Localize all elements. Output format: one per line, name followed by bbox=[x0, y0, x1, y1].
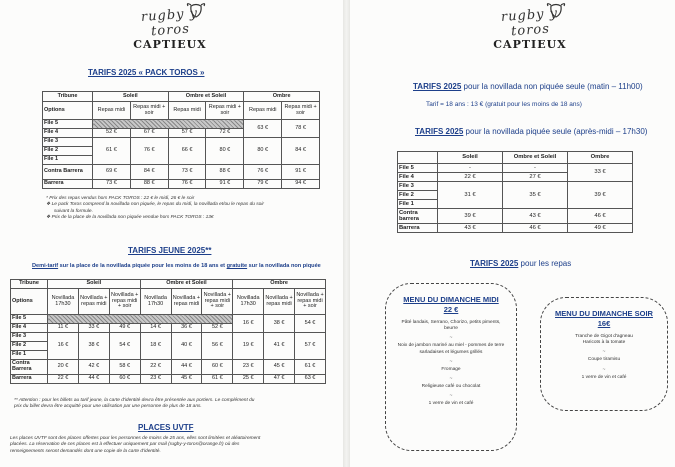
col-ombre-soleil: Ombre et Soleil bbox=[168, 92, 244, 102]
table-cell: 38 € bbox=[264, 315, 295, 333]
row-label: Contra barrera bbox=[398, 209, 438, 224]
table-cell: 58 € bbox=[109, 360, 140, 375]
row-label: File 1 bbox=[11, 351, 48, 360]
col-ombre: Ombre bbox=[244, 92, 320, 102]
menu-item: 1 verre de vin et café bbox=[581, 374, 627, 380]
row-label: File 4 bbox=[43, 129, 93, 138]
table-cell: 52 € bbox=[93, 129, 131, 138]
row-label: File 3 bbox=[11, 333, 48, 342]
table-cell: 35 € bbox=[503, 182, 568, 209]
menu-item: Religieuse café ou chocolat bbox=[421, 384, 481, 390]
sub-header: Repas midi bbox=[244, 102, 282, 120]
sub-header: Repas midi + soir bbox=[206, 102, 244, 120]
table-cell: 36 € bbox=[171, 324, 202, 333]
table-cell: 25 € bbox=[233, 375, 264, 384]
table-cell: 66 € bbox=[168, 138, 206, 165]
table-cell: 27 € bbox=[503, 173, 568, 182]
options-label: Options bbox=[43, 102, 93, 120]
novillada-piquee-table bbox=[397, 151, 633, 233]
table-cell: 14 € bbox=[140, 324, 171, 333]
table-cell: 49 € bbox=[568, 224, 633, 233]
col-soleil: Soleil bbox=[438, 152, 503, 164]
row-label: File 5 bbox=[11, 315, 48, 324]
menu-item: Pâté landais, Serrano, Chorizo, petits piments, beurre bbox=[401, 320, 501, 332]
novillada-piquee-title: TARIFS 2025 pour la novillada piquée seule (après-midi – 17h30) bbox=[415, 127, 648, 136]
row-label: File 5 bbox=[398, 164, 438, 173]
col-ombre: Ombre bbox=[233, 280, 326, 289]
table-cell: 40 € bbox=[171, 333, 202, 360]
table-cell: 72 € bbox=[206, 129, 244, 138]
col-ombre: Ombre bbox=[568, 152, 633, 164]
row-label: File 5 bbox=[43, 120, 93, 129]
right-page bbox=[350, 0, 675, 467]
note-line: prix du billet devra être acquitté pour une utilisation par une personne de plus de 18 ans. bbox=[14, 404, 202, 410]
table-cell: 43 € bbox=[438, 224, 503, 233]
table-cell: 39 € bbox=[438, 209, 503, 224]
sub-header: Novillada + repas midi bbox=[171, 289, 202, 315]
table-cell: 84 € bbox=[282, 138, 320, 165]
sub-header: Novillada + repas midi + soir bbox=[295, 289, 326, 315]
table-cell: 44 € bbox=[171, 360, 202, 375]
menu-item: 1 verre de vin et café bbox=[428, 401, 474, 407]
table-cell: 61 € bbox=[93, 138, 131, 165]
table-cell: 91 € bbox=[282, 165, 320, 180]
row-label: Contra Barrera bbox=[11, 360, 48, 375]
table-cell: 33 € bbox=[78, 324, 109, 333]
table-cell: 22 € bbox=[48, 375, 79, 384]
col-tribune: Tribune bbox=[43, 92, 93, 102]
table-cell: 60 € bbox=[109, 375, 140, 384]
menu-item: Coupe tiramisu bbox=[587, 357, 621, 363]
table-cell: 23 € bbox=[140, 375, 171, 384]
separator-icon: ~ bbox=[602, 349, 606, 356]
table-cell: 78 € bbox=[282, 120, 320, 138]
note-line: ** Attention : pour les billets au tarif jeune, la carte d'identité devra être présentée aux portiers. Le complément du bbox=[14, 398, 255, 403]
menu-item: Fromage bbox=[441, 366, 461, 372]
table-cell: 46 € bbox=[503, 224, 568, 233]
table-cell: - bbox=[438, 164, 503, 173]
pack-toros-title: TARIFS 2025 « PACK TOROS » bbox=[88, 68, 205, 77]
table-cell: 79 € bbox=[244, 180, 282, 189]
jeune-table bbox=[10, 279, 326, 384]
table-cell: 33 € bbox=[568, 164, 633, 182]
table-cell: 56 € bbox=[202, 333, 233, 360]
logo bbox=[485, 8, 575, 51]
table-cell: 76 € bbox=[244, 165, 282, 180]
table-cell: 31 € bbox=[438, 182, 503, 209]
row-label: File 3 bbox=[43, 138, 93, 147]
table-cell: 63 € bbox=[295, 375, 326, 384]
row-label: File 3 bbox=[398, 182, 438, 191]
table-cell: 73 € bbox=[93, 180, 131, 189]
menu-title: MENU DU DIMANCHE MIDI bbox=[403, 295, 499, 304]
jeune-title: TARIFS JEUNE 2025** bbox=[128, 246, 212, 255]
table-cell: 63 € bbox=[244, 120, 282, 138]
note-line: ❖ Le pack Toros comprend la novillada non piquée, le repas du midi, la novillada et/ou le repas du soir bbox=[46, 202, 264, 208]
logo-script: rugby y toros bbox=[500, 6, 559, 40]
logo-title: CAPTIEUX bbox=[133, 38, 207, 51]
table-cell: 91 € bbox=[206, 180, 244, 189]
shaded-cell bbox=[48, 315, 233, 324]
separator-icon: ~ bbox=[449, 376, 453, 383]
table-cell: 43 € bbox=[503, 209, 568, 224]
col-ombre-soleil: Ombre et Soleil bbox=[503, 152, 568, 164]
bull-head-icon bbox=[185, 2, 207, 20]
table-cell: 46 € bbox=[568, 209, 633, 224]
table-cell: 94 € bbox=[282, 180, 320, 189]
pack-notes bbox=[46, 196, 264, 222]
uvtf-title: PLACES UVTF bbox=[138, 423, 194, 432]
table-cell: 60 € bbox=[202, 360, 233, 375]
table-cell: 80 € bbox=[206, 138, 244, 165]
table-cell: 45 € bbox=[264, 360, 295, 375]
row-label: File 2 bbox=[398, 191, 438, 200]
table-cell: 19 € bbox=[233, 333, 264, 360]
table-cell: 54 € bbox=[109, 333, 140, 360]
note-line: suivant la formule. bbox=[54, 208, 93, 214]
menu-dimanche-soir bbox=[540, 297, 668, 411]
table-cell: 73 € bbox=[168, 165, 206, 180]
row-label: File 1 bbox=[398, 200, 438, 209]
page-fold bbox=[343, 0, 350, 467]
separator-icon: ~ bbox=[449, 393, 453, 400]
menu-item: Haricots à la tomate bbox=[582, 340, 626, 346]
separator-icon: ~ bbox=[449, 358, 453, 365]
shaded-cell bbox=[93, 120, 244, 129]
sub-header: Novillada 17h30 bbox=[48, 289, 79, 315]
table-cell: 38 € bbox=[78, 333, 109, 360]
table-cell: 69 € bbox=[93, 165, 131, 180]
table-cell: 76 € bbox=[168, 180, 206, 189]
table-cell: 22 € bbox=[438, 173, 503, 182]
uvtf-line: placées. La réservation de ces places est à effectuer uniquement par mail (rugby-y-toros@orange.fr) où des bbox=[10, 442, 240, 448]
sub-header: Novillada + repas midi + soir bbox=[109, 289, 140, 315]
sub-header: Repas midi bbox=[168, 102, 206, 120]
col-tribune: Tribune bbox=[11, 280, 48, 289]
table-cell: 57 € bbox=[295, 333, 326, 360]
menu-item: Noix de jambon mariné au miel - pommes de terre sarladaises et légumes grillés bbox=[397, 343, 505, 355]
sub-header: Repas midi + soir bbox=[282, 102, 320, 120]
separator-icon: ~ bbox=[449, 335, 453, 342]
table-cell: 22 € bbox=[140, 360, 171, 375]
tarif-line: Tarif = 18 ans : 13 € (gratuit pour les moins de 18 ans) bbox=[426, 101, 582, 108]
separator-icon: ~ bbox=[602, 366, 606, 373]
note-line: ❖ Prix de la place de la novillada non piquée vendue hors PACK TOROS : 13€ bbox=[46, 215, 214, 221]
table-cell: 76 € bbox=[130, 138, 168, 165]
table-cell: 61 € bbox=[202, 375, 233, 384]
uvtf-line: Les places UVTF sont des places offertes pour les personnes de moins de 25 ans, elles sont limitées et aléatoirement bbox=[10, 436, 261, 441]
row-label: Barrera bbox=[11, 375, 48, 384]
corner-cell bbox=[398, 152, 438, 164]
table-cell: 45 € bbox=[171, 375, 202, 384]
table-cell: 16 € bbox=[233, 315, 264, 333]
pack-toros-table bbox=[42, 91, 320, 189]
logo-script: rugby y toros bbox=[140, 6, 199, 40]
table-cell: 47 € bbox=[264, 375, 295, 384]
repas-title: TARIFS 2025 pour les repas bbox=[470, 259, 572, 268]
sub-header: Novillada 17h30 bbox=[140, 289, 171, 315]
bull-head-icon bbox=[545, 2, 567, 20]
table-cell: 61 € bbox=[295, 360, 326, 375]
row-label: File 4 bbox=[11, 324, 48, 333]
sub-header: Novillada + repas midi bbox=[264, 289, 295, 315]
sub-header: Novillada 17h30 bbox=[233, 289, 264, 315]
logo-title: CAPTIEUX bbox=[493, 38, 567, 51]
col-ombre-soleil: Ombre et Soleil bbox=[140, 280, 233, 289]
table-cell: 54 € bbox=[295, 315, 326, 333]
col-soleil: Soleil bbox=[93, 92, 169, 102]
row-label: File 2 bbox=[11, 342, 48, 351]
sub-header: Novillada + repas midi + soir bbox=[202, 289, 233, 315]
uvtf-text bbox=[10, 436, 260, 455]
table-cell: 18 € bbox=[140, 333, 171, 360]
table-cell: 44 € bbox=[78, 375, 109, 384]
table-cell: 80 € bbox=[244, 138, 282, 165]
uvtf-line: renseignements seront demandés dont une copie de la carte d'identité. bbox=[10, 448, 161, 454]
table-cell: 41 € bbox=[264, 333, 295, 360]
novillada-non-piquee-title: TARIFS 2025 pour la novillada non piquée seule (matin – 11h00) bbox=[413, 82, 643, 91]
table-cell: 88 € bbox=[130, 180, 168, 189]
table-cell: 84 € bbox=[130, 165, 168, 180]
row-label: File 2 bbox=[43, 147, 93, 156]
table-cell: 16 € bbox=[48, 333, 79, 360]
table-cell: 39 € bbox=[568, 182, 633, 209]
row-label: File 4 bbox=[398, 173, 438, 182]
menu-item: Tranche de Gigot d'agneau bbox=[575, 334, 633, 339]
row-label: File 1 bbox=[43, 156, 93, 165]
menu-title: MENU DU DIMANCHE SOIR bbox=[555, 309, 653, 318]
table-cell: 11 € bbox=[48, 324, 79, 333]
logo bbox=[125, 8, 215, 51]
table-cell: - bbox=[503, 164, 568, 173]
table-cell: 42 € bbox=[78, 360, 109, 375]
row-label: Contra Barrera bbox=[43, 165, 93, 180]
table-cell: 49 € bbox=[109, 324, 140, 333]
jeune-notes bbox=[14, 398, 254, 411]
table-cell: 57 € bbox=[168, 129, 206, 138]
table-cell: 67 € bbox=[130, 129, 168, 138]
table-cell: 52 € bbox=[202, 324, 233, 333]
options-label: Options bbox=[11, 289, 48, 315]
row-label: Barrera bbox=[398, 224, 438, 233]
menu-price: 22 € bbox=[443, 305, 459, 314]
jeune-subtitle: Demi-tarif sur la place de la novillada piquée pour les moins de 18 ans et gratuite sur la novillada non piquée bbox=[32, 263, 321, 269]
row-label: Barrera bbox=[43, 180, 93, 189]
note-line: * Prix des repas vendus hors PACK TOROS : 22 € le midi, 26 € le soir bbox=[46, 196, 195, 201]
table-cell: 23 € bbox=[233, 360, 264, 375]
col-soleil: Soleil bbox=[48, 280, 141, 289]
sub-header: Novillada + repas midi bbox=[78, 289, 109, 315]
table-cell: 88 € bbox=[206, 165, 244, 180]
table-cell: 20 € bbox=[48, 360, 79, 375]
sub-header: Repas midi + soir bbox=[130, 102, 168, 120]
menu-price: 16€ bbox=[597, 319, 611, 328]
menu-dimanche-midi bbox=[385, 283, 517, 451]
sub-header: Repas midi bbox=[93, 102, 131, 120]
